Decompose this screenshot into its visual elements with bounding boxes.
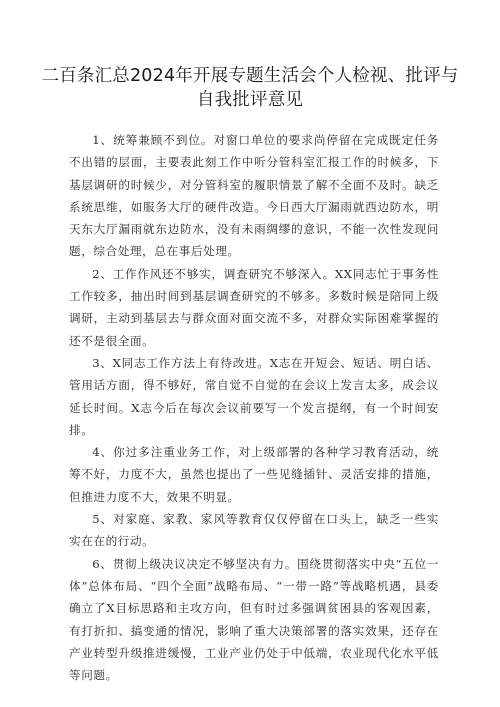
document-title-line-1: 二百条汇总2024年开展专题生活会个人检视、批评与 [41,66,459,86]
paragraph-5: 5、对家庭、家教、家风等教育仅仅停留在口头上，缺乏一些实实在在的行动。 [69,512,439,549]
paragraph-3: 3、X同志工作方法上有待改进。X志在开短会、短话、明白话、管用话方面，得不够好，常自觉不自觉的在会议上发言太多，成会议延长时间。X志今后在每次会议前要写一个发言提纲，有一个时间安排。 [69,355,439,437]
paragraph-2: 2、工作作风还不够实，调查研究不够深入。XX同志忙于事务性工作较多，抽出时间到基层调查研究的不够多。多数时候是陪同上级调研，主动到基层去与群众面对面交流不多，对群众实际困难掌握的还不是很全面。 [69,266,439,348]
document-title-line-2: 自我批评意见 [196,90,304,110]
paragraph-1: 1、统筹兼顾不到位。对窗口单位的要求尚停留在完成既定任务不出错的层面，主要表此刻工作中听分管科室汇报工作的时候多，下基层调研的时候少，对分管科室的履职情景了解不全面不及时。缺乏系统思维，如服务大厅的硬件改造。今日西大厅漏雨就西边防水，明天东大厅漏雨就东边防水，没有未雨绸缪的意识，不能一次性发现问题，综合处理，总在事后处理。 [69,133,439,259]
paragraph-4: 4、你过多注重业务工作，对上级部署的各种学习教育活动，统筹不好，力度不大，虽然也提出了一些见缝插针、灵活安排的措施，但推进力度不大，效果不明显。 [69,445,439,504]
document-body [69,129,439,686]
paragraph-6: 6、贯彻上级决议决定不够坚决有力。围绕贯彻落实中央“五位一体”总体布局、“四个全面”战略布局、“一带一路”等战略机遇，县委确立了X目标思路和主攻方向，但有时过多强调贫困县的客观因素，有打折扣、搞变通的情况，影响了重大决策部署的落实效果，还存在产业转型升级推进缓慢，工业产业仍处于中低端，农业现代化水平低等问题。 [69,556,439,683]
